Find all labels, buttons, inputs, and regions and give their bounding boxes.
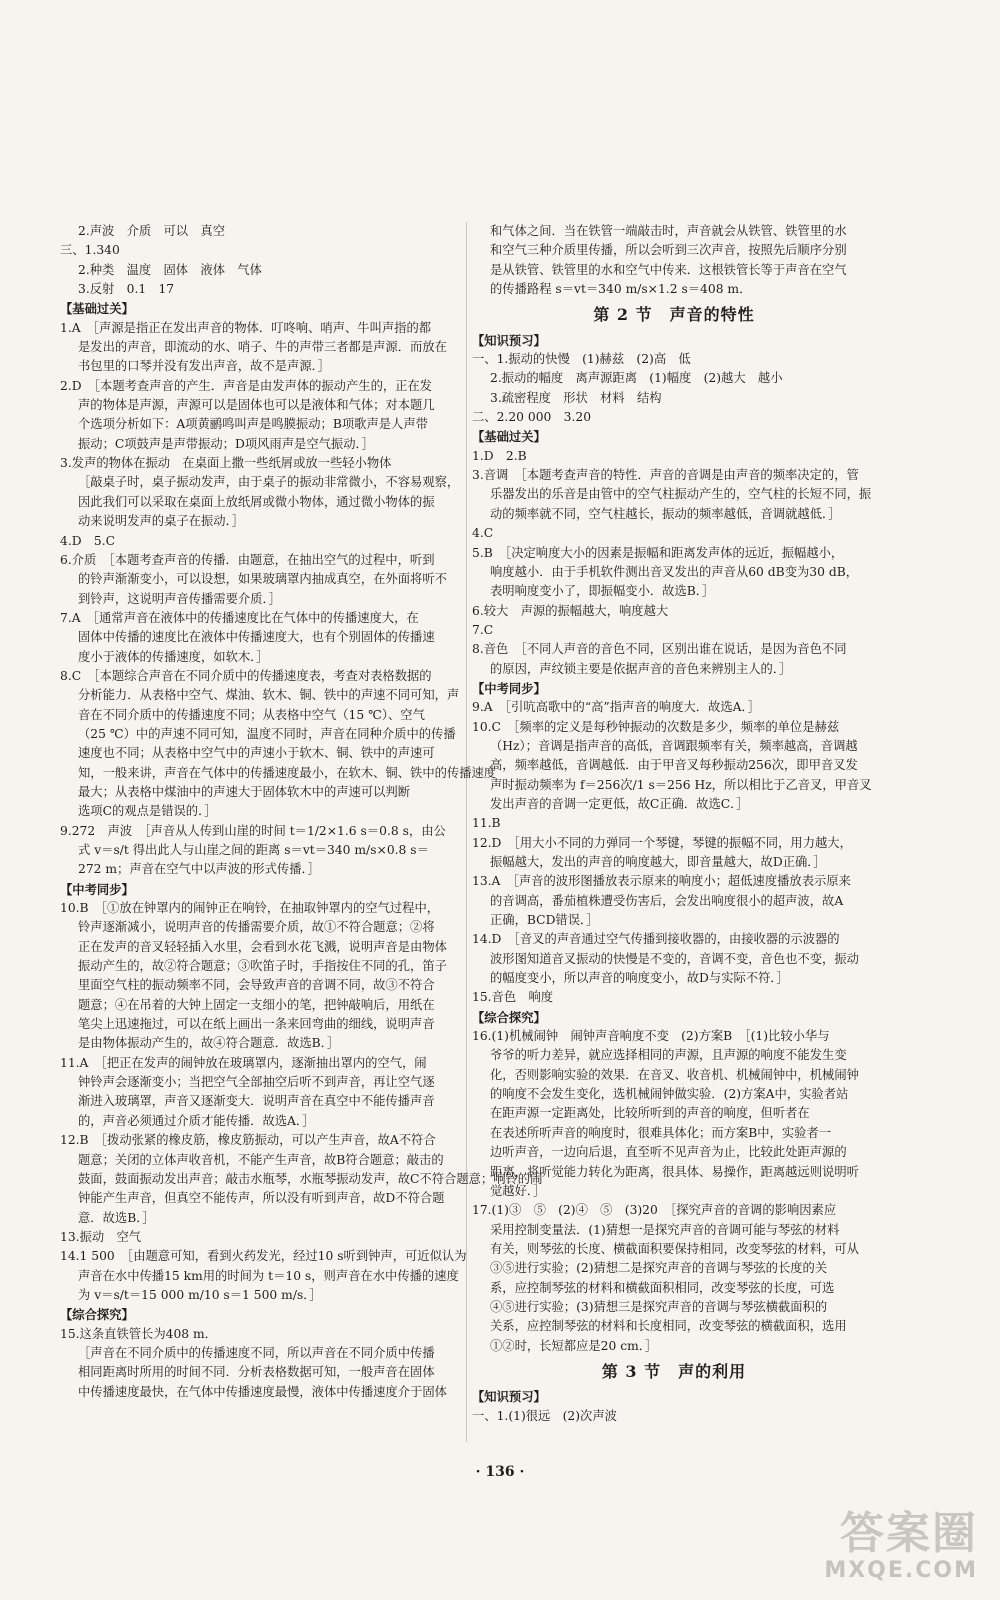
text-line: 一、1.(1)很远 (2)次声波 (472, 1408, 617, 1423)
text-line: 发出声音的音调一定更低，故C正确．故选C．］ (490, 796, 749, 811)
text-line: 式 v＝s/t 得出此人与山崖之间的距离 s＝vt＝340 m/s×0.8 s＝ (78, 843, 429, 857)
right-block-section-3 (472, 1387, 876, 1426)
text-line: 题意；④在吊着的大钟上固定一支细小的笔，把钟敲响后，用纸在 (78, 997, 435, 1012)
text-line: 13.振动 空气 (60, 1229, 142, 1244)
text-line: 3.音调 ［本题考查声音的特性．声音的音调是由声音的频率决定的，管 (472, 468, 859, 483)
text-line: 3.反射 0.1 17 (78, 282, 175, 297)
text-line: 觉越好．］ (490, 1183, 546, 1198)
text-line: 笔尖上迅速拖过，可以在纸上画出一条来回弯曲的细线，说明声音 (78, 1017, 435, 1032)
section-heading: 【中考同步】 (60, 881, 134, 897)
text-line: ①②时，长短都应是20 cm．］ (490, 1338, 658, 1353)
text-line: 6.较大 声源的振幅越大，响度越大 (472, 603, 669, 618)
text-line: 个选项分析如下：A项黄鹂鸣叫声是鸣膜振动；B项歌声是人声带 (78, 417, 428, 432)
text-line: 的传播路程 s＝vt＝340 m/s×1.2 s＝408 m． (490, 282, 752, 297)
text-line: 2.D ［本题考查声音的产生．声音是由发声体的振动产生的，正在发 (60, 378, 433, 393)
text-line: 里面空气柱的振动频率不同，会导致声音的音调不同，故③不符合 (78, 978, 435, 993)
text-line: 声时振动频率为 f＝256次/1 s＝256 Hz，所以相比于乙音叉，甲音叉 (490, 777, 872, 792)
text-line: 采用控制变量法．(1)猜想一是探究声音的音调可能与琴弦的材料 (490, 1222, 840, 1237)
text-line: 分析能力．从表格中空气、煤油、软木、铜、铁中的声速不同可知，声 (78, 688, 460, 703)
section-heading: 【知识预习】 (472, 332, 546, 348)
section-heading: 【综合探究】 (60, 1307, 134, 1323)
text-line: 关系，应控制琴弦的材料和长度相同，改变琴弦的横截面积，选用 (490, 1319, 847, 1334)
text-line: 14.1 500 ［由题意可知，看到火药发光，经过10 s听到钟声，可近似认为 (60, 1249, 467, 1264)
text-line: 2.振动的幅度 离声源距离 (1)幅度 (2)越大 越小 (490, 371, 783, 386)
text-line: 系，应控制琴弦的材料和横截面积相同，改变琴弦的长度，可选 (490, 1280, 835, 1295)
text-line: 度小于液体的传播速度，如软木．］ (78, 649, 269, 664)
text-line: 10.C ［频率的定义是每秒钟振动的次数是多少，频率的单位是赫兹 (472, 719, 840, 734)
watermark-text: 答案圈 (840, 1508, 978, 1559)
text-line: 到铃声，这说明声音传播需要介质．］ (78, 591, 281, 606)
text-line: 15.音色 响度 (472, 990, 554, 1005)
text-line: 12.B ［拨动张紧的橡皮筋，橡皮筋振动，可以产生声音，故A不符合 (60, 1133, 436, 1148)
text-line: 鼓面，鼓面振动发出声音；敲击水瓶琴，水瓶琴振动发声，故C不符合题意；响铃的闹 (78, 1171, 543, 1186)
text-line: 边听声音，一边向后退，直至听不见声音为止，比较此处距声源的 (490, 1145, 847, 1160)
section-heading: 【基础过关】 (472, 429, 546, 445)
text-line: 9.A ［引吭高歌中的“高”指声音的响度大．故选A．］ (472, 700, 761, 715)
text-line: 高，频率越低，音调越低．由于甲音叉每秒振动256次，即甲音叉发 (490, 758, 858, 773)
text-line: 15.这条直铁管长为408 m． (60, 1326, 217, 1341)
text-line: 意．故选B．］ (78, 1210, 155, 1225)
watermark-url: MXQE.COM (824, 1558, 978, 1583)
text-line: 和空气三种介质里传播，所以会听到三次声音，按照先后顺序分别 (490, 243, 847, 258)
text-line: 9.272 声波 ［声音从人传到山崖的时间 t＝1/2×1.6 s＝0.8 s，由公 (60, 823, 446, 838)
text-line: 正确，BCD错误．］ (490, 913, 599, 928)
text-line: 书包里的口琴并没有发出声音，故不是声源．］ (78, 359, 331, 374)
text-line: 7.C (472, 622, 494, 637)
text-line: 3.发声的物体在振动 在桌面上撒一些纸屑或放一些轻小物体 (60, 456, 392, 471)
text-line: （Hz）；音调是指声音的高低，音调跟频率有关，频率越高，音调越 (490, 738, 858, 753)
text-line: ④⑤进行实验；(3)猜想三是探究声音的音调与琴弦横截面积的 (490, 1299, 828, 1314)
text-line: 的原因，声纹锁主要是依据声音的音色来辨别主人的．］ (490, 661, 792, 676)
text-line: 的幅度变小，所以声音的响度变小，故D与实际不符．］ (490, 971, 789, 986)
text-line: 三、1.340 (60, 243, 120, 258)
text-line: 是从铁管、铁管里的水和空气中传来．这根铁管长等于声音在空气 (490, 262, 847, 277)
text-line: 正在发声的音叉轻轻插入水里，会看到水花飞溅，说明声音是由物体 (78, 939, 447, 954)
right-block-section-2 (472, 331, 876, 1356)
text-line: 振幅越大，发出的声音的响度越大，即音量越大，故D正确．］ (490, 855, 826, 869)
text-line: 2.种类 温度 固体 液体 气体 (78, 262, 262, 277)
section-heading: 【知识预习】 (472, 1389, 546, 1405)
watermark-logo (824, 1508, 978, 1583)
text-line: 知，一般来讲，声音在气体中的传播速度最小，在软木、铜、铁中的传播速度 (78, 765, 497, 780)
text-line: 的音调高，番茄植株遭受伤害后，会发出响度很小的超声波，故A (490, 893, 844, 908)
text-line: 音在不同介质中的传播速度不同；从表格中空气（15 ℃）、空气 (78, 707, 425, 722)
text-line: 8.C ［本题综合声音在不同介质中的传播速度表，考查对表格数据的 (60, 668, 432, 683)
text-line: 是发出的声音，即流动的水、哨子、牛的声带三者都是声源．而放在 (78, 340, 447, 355)
text-line: 11.A ［把正在发声的闹钟放在玻璃罩内，逐渐抽出罩内的空气，闹 (60, 1055, 427, 1070)
text-line: 化，否则影响实验的效果．在音叉、收音机、机械闹钟中，机械闹钟 (490, 1067, 859, 1082)
text-line: 17.(1)③ ⑤ (2)④ ⑤ (3)20 ［探究声音的音调的影响因素应 (472, 1203, 837, 1218)
text-line: 渐进入玻璃罩，声音又逐渐变大．说明声音在真空中不能传播声音 (78, 1094, 435, 1109)
text-line: 的响度不会发生变化，选机械闹钟做实验．(2)方案A中，实验者站 (490, 1087, 849, 1102)
text-line: 在距声源一定距离处，比较所听到的声音的响度，但听者在 (490, 1106, 810, 1121)
text-line: 钟铃声会逐渐变小；当把空气全部抽空后听不到声音，再让空气逐 (78, 1075, 435, 1090)
text-line: 5.B ［决定响度大小的因素是振幅和距离发声体的远近，振幅越小， (472, 545, 844, 560)
text-line: 声音在水中传播15 km用的时间为 t＝10 s，则声音在水中传播的速度 (78, 1268, 459, 1283)
text-line: 13.A ［声音的波形图播放表示原来的响度小；超低速度播放表示原来 (472, 874, 851, 889)
text-line: 7.A ［通常声音在液体中的传播速度比在气体中的传播速度大，在 (60, 610, 419, 625)
text-line: 相同距离时所用的时间不同．分析表格数据可知，一般声音在固体 (78, 1365, 435, 1380)
right-column (472, 222, 876, 1426)
text-line: 有关，则琴弦的长度、横截面积要保持相同，改变琴弦的材料，可从 (490, 1241, 859, 1256)
text-line: 因此我们可以采取在桌面上放纸屑或微小物体，通过微小物体的振 (78, 494, 435, 509)
text-line: 爷爷的听力差异，就应选择相同的声源，且声源的响度不能发生变 (490, 1048, 847, 1063)
text-line: 铃声逐渐减小，说明声音的传播需要介质，故①不符合题意；②将 (78, 920, 435, 935)
text-line: 是由物体振动产生的，故④符合题意．故选B．］ (78, 1036, 340, 1051)
text-line: 响度越小．由于手机软件测出音叉发出的声音从60 dB变为30 dB， (490, 564, 859, 579)
text-line: 一、1.振动的快慢 (1)赫兹 (2)高 低 (472, 352, 691, 367)
text-line: 为 v＝s/t＝15 000 m/10 s＝1 500 m/s．］ (78, 1287, 322, 1302)
section-heading: 【中考同步】 (472, 680, 546, 696)
text-line: 在表述所听声音的响度时，很难具体化；而方案B中，实验者一 (490, 1125, 832, 1140)
text-line: 272 m；声音在空气中以声波的形式传播．］ (78, 862, 320, 877)
text-line: 3.疏密程度 形状 材料 结构 (490, 390, 662, 405)
text-line: 14.D ［音叉的声音通过空气传播到接收器的，由接收器的示波器的 (472, 932, 840, 947)
text-line: 10.B ［①放在钟罩内的闹钟正在响铃，在抽取钟罩内的空气过程中， (60, 901, 440, 916)
text-line: 速度也不同；从表格中空气中的声速小于软木、铜、铁中的声速可 (78, 746, 435, 761)
text-line: ［声音在不同介质中的传播速度不同，所以声音在不同介质中传播 (78, 1345, 435, 1360)
text-line: 动来说明发声的桌子在振动．］ (78, 514, 245, 529)
section-title-2: 第 2 节 声音的特性 (593, 305, 755, 325)
text-line: 动的频率就不同，空气柱越长，振动的频率越低，音调就越低．］ (490, 506, 841, 521)
text-line: ［敲桌子时，桌子振动发声，由于桌子的振动非常微小，不容易观察， (78, 475, 460, 490)
text-line: 8.音色 ［不同人声音的音色不同，区别出谁在说话，是因为音色不同 (472, 642, 847, 657)
text-line: 12.D ［用大小不同的力弹同一个琴键，琴键的振幅不同，用力越大， (472, 835, 852, 850)
text-line: 二、2.20 000 3.20 (472, 410, 592, 425)
text-line: 固体中传播的速度比在液体中传播速度大，也有个别固体的传播速 (78, 630, 435, 645)
text-line: 振动产生的，故②符合题意；③吹笛子时，手指按住不同的孔，笛子 (78, 959, 447, 974)
text-line: 的铃声渐渐变小，可以设想，如果玻璃罩内抽成真空，在外面将听不 (78, 572, 447, 587)
text-line: 钟能产生声音，但真空不能传声，所以没有听到声音，故D不符合题 (78, 1191, 445, 1206)
text-line: 声的物体是声源，声源可以是固体也可以是液体和气体；对本题几 (78, 398, 435, 413)
text-line: 选项C的观点是错误的．］ (78, 804, 217, 819)
text-line: 1.D 2.B (472, 448, 527, 463)
text-line: 振动；C项鼓声是声带振动；D项风雨声是空气振动．］ (78, 436, 374, 451)
text-line: 1.A ［声源是指正在发出声音的物体．叮咚响、哨声、牛叫声指的都 (60, 320, 432, 335)
text-line: 距离，将听觉能力转化为距离，很具体、易操作，距离越远则说明听 (490, 1164, 859, 1179)
text-line: 和气体之间．当在铁管一端敲击时，声音就会从铁管、铁管里的水 (490, 224, 847, 238)
text-line: 2.声波 介质 可以 真空 (78, 224, 225, 238)
text-line: 11.B (472, 816, 501, 831)
section-title-3: 第 3 节 声的利用 (601, 1361, 747, 1381)
text-line: 的，声音必须通过介质才能传播．故选A．］ (78, 1113, 315, 1128)
text-line: ③⑤进行实验；(2)猜想二是探究声音的音调与琴弦的长度的关 (490, 1261, 828, 1276)
text-line: 6.介质 ［本题考查声音的传播．由题意，在抽出空气的过程中，听到 (60, 552, 435, 567)
text-line: 波形图知道音叉振动的快慢是不变的，音调不变，音色也不变，振动 (490, 951, 859, 966)
section-heading: 【综合探究】 (472, 1009, 546, 1025)
text-line: 4.D 5.C (60, 533, 116, 548)
text-line: 表明响度变小了，即振幅变小．故选B．］ (490, 584, 715, 599)
text-line: （25 ℃）中的声速不同可知，温度不同时，声音在同种介质中的传播 (78, 726, 456, 741)
section-heading: 【基础过关】 (60, 301, 134, 317)
page-number: · 136 · (475, 1464, 525, 1480)
text-line: 乐器发出的乐音是由管中的空气柱振动产生的，空气柱的长短不同，振 (490, 487, 872, 502)
right-block-continuation (472, 222, 876, 299)
text-line: 题意；关闭的立体声收音机，不能产生声音，故B符合题意；敲击的 (78, 1152, 444, 1167)
text-line: 4.C (472, 526, 494, 541)
text-line: 最大；从表格中煤油中的声速大于固体软木中的声速可以判断 (78, 784, 411, 799)
text-line: 16.(1)机械闹钟 闹钟声音响度不变 (2)方案B ［(1)比较小华与 (472, 1029, 830, 1044)
text-line: 中传播速度最快，在气体中传播速度最慢，液体中传播速度介于固体 (78, 1384, 447, 1399)
